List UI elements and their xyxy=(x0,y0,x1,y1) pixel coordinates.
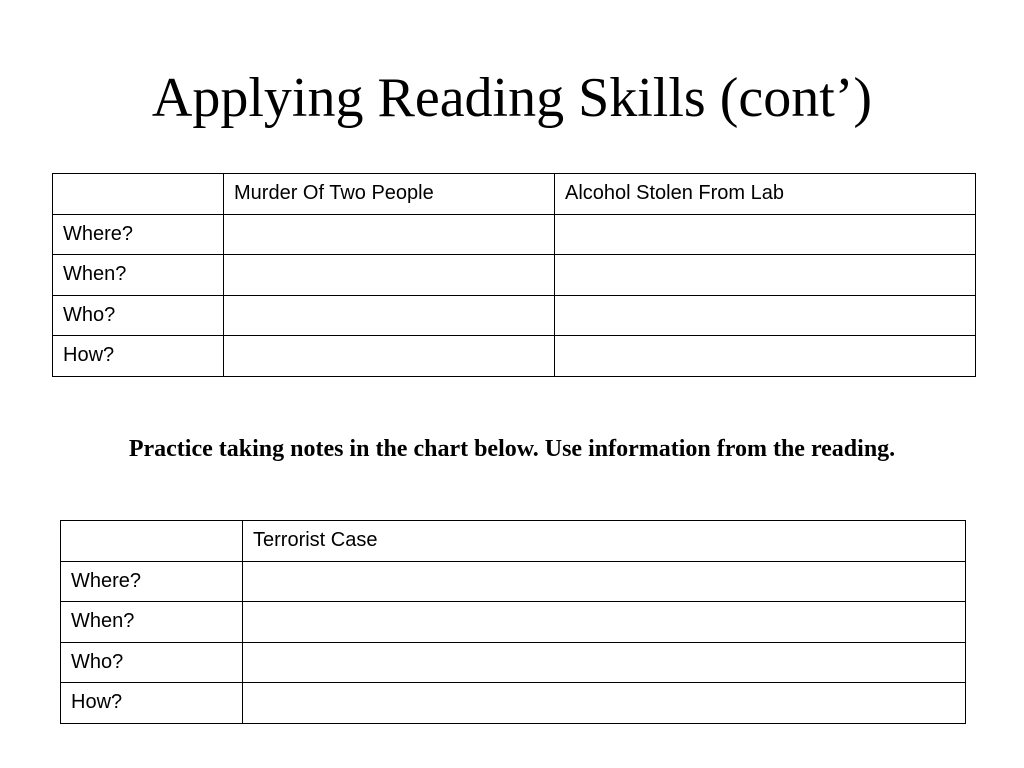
note-cell[interactable] xyxy=(224,214,555,255)
table-row xyxy=(61,642,966,683)
table-row xyxy=(61,561,966,602)
table-header-row xyxy=(53,174,976,215)
instruction-text: Practice taking notes in the chart below. Use information from the reading. xyxy=(128,436,896,462)
note-cell[interactable] xyxy=(224,336,555,377)
row-label: How? xyxy=(61,683,243,724)
row-label: Where? xyxy=(61,561,243,602)
note-cell[interactable] xyxy=(243,683,966,724)
table-row xyxy=(53,336,976,377)
table-row xyxy=(53,295,976,336)
row-label: How? xyxy=(53,336,224,377)
notes-table-1 xyxy=(52,173,976,377)
table-row xyxy=(53,214,976,255)
table-header-row xyxy=(61,521,966,562)
row-label: When? xyxy=(61,602,243,643)
row-label: Where? xyxy=(53,214,224,255)
header-cell-alcohol: Alcohol Stolen From Lab xyxy=(555,174,976,215)
row-label: Who? xyxy=(53,295,224,336)
note-cell[interactable] xyxy=(555,336,976,377)
table-row xyxy=(53,255,976,296)
table-row xyxy=(61,683,966,724)
note-cell[interactable] xyxy=(224,295,555,336)
row-label: When? xyxy=(53,255,224,296)
note-cell[interactable] xyxy=(555,295,976,336)
header-cell-murder: Murder Of Two People xyxy=(224,174,555,215)
table-row xyxy=(61,602,966,643)
note-cell[interactable] xyxy=(555,255,976,296)
note-cell[interactable] xyxy=(243,561,966,602)
header-cell-empty xyxy=(53,174,224,215)
note-cell[interactable] xyxy=(243,602,966,643)
header-cell-terrorist: Terrorist Case xyxy=(243,521,966,562)
header-cell-empty xyxy=(61,521,243,562)
note-cell[interactable] xyxy=(243,642,966,683)
row-label: Who? xyxy=(61,642,243,683)
note-cell[interactable] xyxy=(224,255,555,296)
note-cell[interactable] xyxy=(555,214,976,255)
slide-title: Applying Reading Skills (cont’) xyxy=(151,67,873,129)
notes-table-2 xyxy=(60,520,966,724)
